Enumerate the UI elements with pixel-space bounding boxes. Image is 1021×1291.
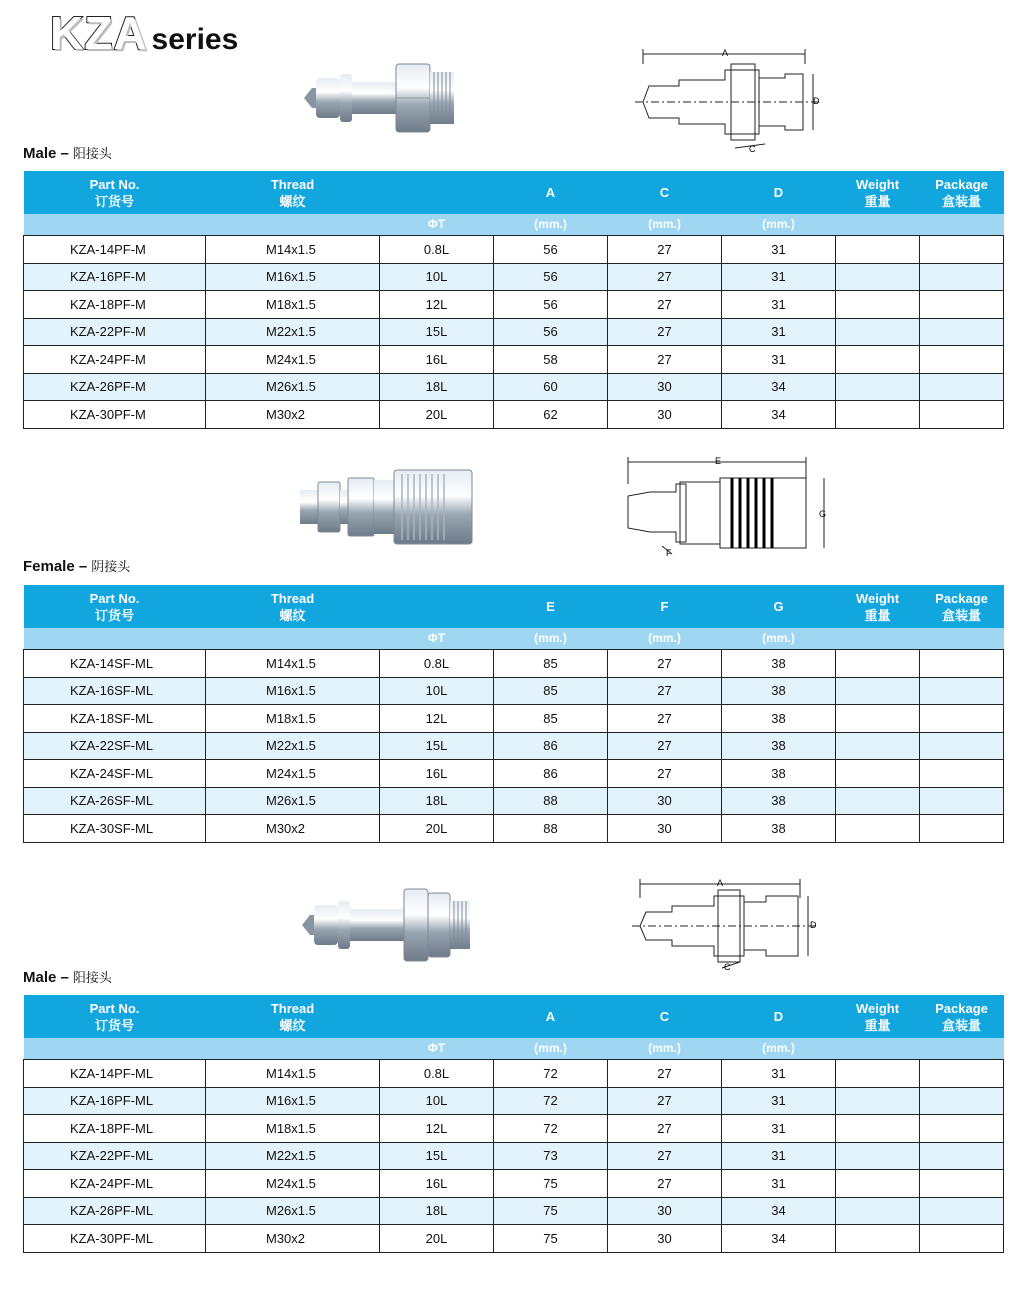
cell-dim-1: 60 [494, 373, 608, 401]
header-weight: Weight 重量 [836, 171, 920, 214]
cell-t: 12L [380, 1115, 494, 1143]
cell-weight [836, 815, 920, 843]
cell-t: 16L [380, 760, 494, 788]
cell-package [920, 1060, 1004, 1088]
table-row [24, 346, 1004, 374]
cell-package [920, 705, 1004, 733]
cell-package [920, 677, 1004, 705]
cell-t: 0.8L [380, 650, 494, 678]
cell-part-no: KZA-24PF-ML [24, 1170, 206, 1198]
subheader-b: (mm.) [608, 214, 722, 236]
cell-weight [836, 760, 920, 788]
male-bulkhead-spec-table [23, 995, 1004, 1253]
cell-thread: M24x1.5 [206, 1170, 380, 1198]
cell-part-no: KZA-14PF-M [24, 236, 206, 264]
header-weight: Weight 重量 [836, 585, 920, 628]
male-coupling-photo [300, 58, 460, 138]
table-row [24, 1115, 1004, 1143]
cell-t: 10L [380, 677, 494, 705]
dim-label-d: D [813, 96, 820, 106]
table-row [24, 760, 1004, 788]
section-label-male-2: Male – 阳接头 [23, 969, 112, 986]
cell-t: 0.8L [380, 236, 494, 264]
cell-dim-3: 31 [722, 1142, 836, 1170]
cell-weight [836, 650, 920, 678]
cell-part-no: KZA-26PF-M [24, 373, 206, 401]
table-body [24, 1060, 1004, 1253]
cell-dim-3: 31 [722, 1060, 836, 1088]
cell-dim-1: 75 [494, 1225, 608, 1253]
cell-thread: M14x1.5 [206, 236, 380, 264]
table-row [24, 1087, 1004, 1115]
table-row [24, 318, 1004, 346]
header-t [380, 995, 494, 1038]
cell-dim-3: 38 [722, 650, 836, 678]
subheader-t: ΦT [380, 628, 494, 650]
cell-weight [836, 787, 920, 815]
cell-t: 15L [380, 732, 494, 760]
cell-thread: M14x1.5 [206, 1060, 380, 1088]
cell-dim-3: 38 [722, 815, 836, 843]
cell-dim-3: 31 [722, 291, 836, 319]
cell-dim-1: 86 [494, 732, 608, 760]
cell-dim-1: 73 [494, 1142, 608, 1170]
cell-weight [836, 263, 920, 291]
dim-label-d: D [810, 920, 817, 930]
section-label-female: Female – 阴接头 [23, 558, 131, 575]
cell-thread: M30x2 [206, 401, 380, 429]
male-bulkhead-coupling-drawing [632, 876, 832, 976]
cell-weight [836, 346, 920, 374]
dim-label-c: C [724, 962, 731, 972]
dim-label-g: G [819, 509, 827, 519]
cell-thread: M24x1.5 [206, 760, 380, 788]
cell-part-no: KZA-26PF-ML [24, 1197, 206, 1225]
cell-dim-1: 72 [494, 1115, 608, 1143]
cell-dim-2: 27 [608, 1142, 722, 1170]
page-title [50, 6, 239, 59]
subheader-c: (mm.) [722, 1038, 836, 1060]
cell-part-no: KZA-26SF-ML [24, 787, 206, 815]
title-kza: KZA [50, 7, 148, 59]
header-package: Package 盒装量 [920, 585, 1004, 628]
cell-dim-1: 86 [494, 760, 608, 788]
cell-package [920, 401, 1004, 429]
dim-label-e: E [714, 456, 722, 466]
cell-dim-3: 31 [722, 318, 836, 346]
header-col-a: A [494, 171, 608, 214]
cell-dim-3: 31 [722, 1170, 836, 1198]
cell-thread: M18x1.5 [206, 291, 380, 319]
cell-dim-3: 38 [722, 705, 836, 733]
table-row [24, 401, 1004, 429]
cell-thread: M26x1.5 [206, 787, 380, 815]
cell-dim-3: 31 [722, 236, 836, 264]
cell-part-no: KZA-16SF-ML [24, 677, 206, 705]
table-body [24, 650, 1004, 843]
cell-dim-2: 30 [608, 401, 722, 429]
cell-dim-3: 38 [722, 732, 836, 760]
cell-thread: M24x1.5 [206, 346, 380, 374]
cell-part-no: KZA-30SF-ML [24, 815, 206, 843]
cell-dim-3: 34 [722, 1197, 836, 1225]
cell-package [920, 1142, 1004, 1170]
dim-label-c: C [749, 144, 756, 154]
cell-thread: M18x1.5 [206, 705, 380, 733]
cell-t: 15L [380, 1142, 494, 1170]
cell-weight [836, 1142, 920, 1170]
cell-thread: M18x1.5 [206, 1115, 380, 1143]
cell-package [920, 318, 1004, 346]
cell-part-no: KZA-24SF-ML [24, 760, 206, 788]
cell-package [920, 373, 1004, 401]
cell-weight [836, 1225, 920, 1253]
cell-dim-2: 27 [608, 732, 722, 760]
cell-dim-1: 75 [494, 1170, 608, 1198]
cell-t: 18L [380, 373, 494, 401]
cell-dim-2: 27 [608, 346, 722, 374]
cell-dim-2: 30 [608, 373, 722, 401]
cell-dim-1: 56 [494, 263, 608, 291]
header-col-c: D [722, 171, 836, 214]
table-body [24, 236, 1004, 429]
cell-weight [836, 1087, 920, 1115]
table-row [24, 1142, 1004, 1170]
cell-dim-3: 31 [722, 263, 836, 291]
cell-dim-3: 34 [722, 401, 836, 429]
table-row [24, 705, 1004, 733]
cell-package [920, 263, 1004, 291]
cell-thread: M26x1.5 [206, 373, 380, 401]
table-row [24, 263, 1004, 291]
female-coupling-photo [298, 468, 476, 548]
cell-part-no: KZA-16PF-ML [24, 1087, 206, 1115]
table-row [24, 236, 1004, 264]
cell-thread: M14x1.5 [206, 650, 380, 678]
table-row [24, 787, 1004, 815]
cell-dim-3: 31 [722, 1115, 836, 1143]
cell-dim-2: 30 [608, 1197, 722, 1225]
table-row [24, 815, 1004, 843]
section-label-male-1: Male – 阳接头 [23, 145, 112, 162]
header-col-b: C [608, 171, 722, 214]
male-bulkhead-coupling-photo [300, 885, 475, 965]
subheader-b: (mm.) [608, 1038, 722, 1060]
cell-dim-2: 27 [608, 1087, 722, 1115]
cell-package [920, 1115, 1004, 1143]
cell-dim-3: 34 [722, 1225, 836, 1253]
header-part-no: Part No. 订货号 [24, 585, 206, 628]
cell-t: 20L [380, 401, 494, 429]
table-row [24, 1170, 1004, 1198]
cell-t: 12L [380, 705, 494, 733]
cell-package [920, 815, 1004, 843]
cell-dim-3: 34 [722, 373, 836, 401]
cell-thread: M16x1.5 [206, 677, 380, 705]
subheader-c: (mm.) [722, 628, 836, 650]
cell-dim-3: 38 [722, 787, 836, 815]
cell-weight [836, 1115, 920, 1143]
cell-dim-2: 27 [608, 760, 722, 788]
dim-label-f: F [666, 548, 672, 558]
header-col-a: A [494, 995, 608, 1038]
subheader-a: (mm.) [494, 1038, 608, 1060]
cell-package [920, 732, 1004, 760]
cell-part-no: KZA-14PF-ML [24, 1060, 206, 1088]
table-row [24, 1060, 1004, 1088]
table-row [24, 1225, 1004, 1253]
cell-weight [836, 1170, 920, 1198]
cell-thread: M16x1.5 [206, 1087, 380, 1115]
header-part-no: Part No. 订货号 [24, 995, 206, 1038]
header-col-a: E [494, 585, 608, 628]
cell-t: 10L [380, 263, 494, 291]
header-col-c: D [722, 995, 836, 1038]
cell-package [920, 236, 1004, 264]
cell-dim-1: 85 [494, 705, 608, 733]
dim-label-a: A [716, 878, 724, 888]
cell-dim-3: 38 [722, 760, 836, 788]
cell-dim-2: 27 [608, 318, 722, 346]
subheader-c: (mm.) [722, 214, 836, 236]
header-part-no: Part No. 订货号 [24, 171, 206, 214]
cell-package [920, 346, 1004, 374]
cell-part-no: KZA-22SF-ML [24, 732, 206, 760]
cell-t: 12L [380, 291, 494, 319]
cell-thread: M22x1.5 [206, 732, 380, 760]
cell-thread: M22x1.5 [206, 318, 380, 346]
cell-t: 0.8L [380, 1060, 494, 1088]
cell-weight [836, 236, 920, 264]
cell-dim-3: 38 [722, 677, 836, 705]
male-coupling-drawing [635, 44, 825, 156]
cell-weight [836, 373, 920, 401]
cell-weight [836, 705, 920, 733]
cell-weight [836, 401, 920, 429]
cell-package [920, 787, 1004, 815]
cell-package [920, 1170, 1004, 1198]
cell-dim-1: 85 [494, 650, 608, 678]
cell-dim-2: 27 [608, 236, 722, 264]
cell-t: 10L [380, 1087, 494, 1115]
female-spec-table [23, 585, 1004, 843]
cell-dim-2: 27 [608, 1170, 722, 1198]
cell-dim-1: 56 [494, 318, 608, 346]
cell-part-no: KZA-18PF-ML [24, 1115, 206, 1143]
cell-part-no: KZA-30PF-M [24, 401, 206, 429]
cell-weight [836, 677, 920, 705]
cell-t: 20L [380, 1225, 494, 1253]
cell-part-no: KZA-22PF-ML [24, 1142, 206, 1170]
cell-t: 15L [380, 318, 494, 346]
cell-t: 20L [380, 815, 494, 843]
cell-package [920, 650, 1004, 678]
header-thread: Thread 螺纹 [206, 995, 380, 1038]
subheader-b: (mm.) [608, 628, 722, 650]
cell-part-no: KZA-18PF-M [24, 291, 206, 319]
cell-dim-2: 27 [608, 1060, 722, 1088]
cell-t: 18L [380, 1197, 494, 1225]
table-row [24, 650, 1004, 678]
cell-part-no: KZA-18SF-ML [24, 705, 206, 733]
cell-dim-1: 56 [494, 291, 608, 319]
cell-package [920, 1087, 1004, 1115]
cell-package [920, 760, 1004, 788]
subheader-t: ΦT [380, 1038, 494, 1060]
cell-part-no: KZA-16PF-M [24, 263, 206, 291]
table-row [24, 373, 1004, 401]
table-row [24, 1197, 1004, 1225]
header-col-c: G [722, 585, 836, 628]
cell-thread: M30x2 [206, 815, 380, 843]
cell-t: 18L [380, 787, 494, 815]
cell-thread: M16x1.5 [206, 263, 380, 291]
cell-dim-2: 27 [608, 291, 722, 319]
cell-weight [836, 291, 920, 319]
header-package: Package 盒装量 [920, 995, 1004, 1038]
header-col-b: F [608, 585, 722, 628]
header-package: Package 盒装量 [920, 171, 1004, 214]
cell-weight [836, 1060, 920, 1088]
header-t [380, 171, 494, 214]
cell-dim-3: 31 [722, 1087, 836, 1115]
header-thread: Thread 螺纹 [206, 171, 380, 214]
title-series: series [151, 23, 239, 56]
cell-part-no: KZA-24PF-M [24, 346, 206, 374]
cell-dim-1: 72 [494, 1087, 608, 1115]
cell-dim-2: 27 [608, 705, 722, 733]
cell-dim-2: 30 [608, 1225, 722, 1253]
cell-dim-1: 85 [494, 677, 608, 705]
cell-dim-1: 75 [494, 1197, 608, 1225]
cell-thread: M30x2 [206, 1225, 380, 1253]
cell-part-no: KZA-30PF-ML [24, 1225, 206, 1253]
table-row [24, 677, 1004, 705]
cell-part-no: KZA-14SF-ML [24, 650, 206, 678]
header-weight: Weight 重量 [836, 995, 920, 1038]
cell-weight [836, 732, 920, 760]
cell-t: 16L [380, 346, 494, 374]
cell-dim-1: 88 [494, 787, 608, 815]
cell-dim-2: 27 [608, 677, 722, 705]
subheader-t: ΦT [380, 214, 494, 236]
cell-dim-1: 72 [494, 1060, 608, 1088]
cell-part-no: KZA-22PF-M [24, 318, 206, 346]
cell-dim-2: 27 [608, 650, 722, 678]
header-thread: Thread 螺纹 [206, 585, 380, 628]
cell-weight [836, 1197, 920, 1225]
cell-dim-2: 27 [608, 1115, 722, 1143]
cell-package [920, 1197, 1004, 1225]
subheader-a: (mm.) [494, 214, 608, 236]
cell-dim-1: 58 [494, 346, 608, 374]
cell-weight [836, 318, 920, 346]
cell-dim-1: 62 [494, 401, 608, 429]
table-row [24, 732, 1004, 760]
cell-dim-1: 56 [494, 236, 608, 264]
cell-dim-2: 30 [608, 815, 722, 843]
cell-dim-3: 31 [722, 346, 836, 374]
cell-package [920, 1225, 1004, 1253]
dim-label-a: A [721, 48, 729, 58]
subheader-a: (mm.) [494, 628, 608, 650]
cell-dim-2: 30 [608, 787, 722, 815]
cell-dim-1: 88 [494, 815, 608, 843]
header-col-b: C [608, 995, 722, 1038]
cell-t: 16L [380, 1170, 494, 1198]
table-row [24, 291, 1004, 319]
cell-thread: M22x1.5 [206, 1142, 380, 1170]
cell-dim-2: 27 [608, 263, 722, 291]
cell-package [920, 291, 1004, 319]
cell-thread: M26x1.5 [206, 1197, 380, 1225]
header-t [380, 585, 494, 628]
female-coupling-drawing [620, 454, 830, 562]
male-spec-table [23, 171, 1004, 429]
